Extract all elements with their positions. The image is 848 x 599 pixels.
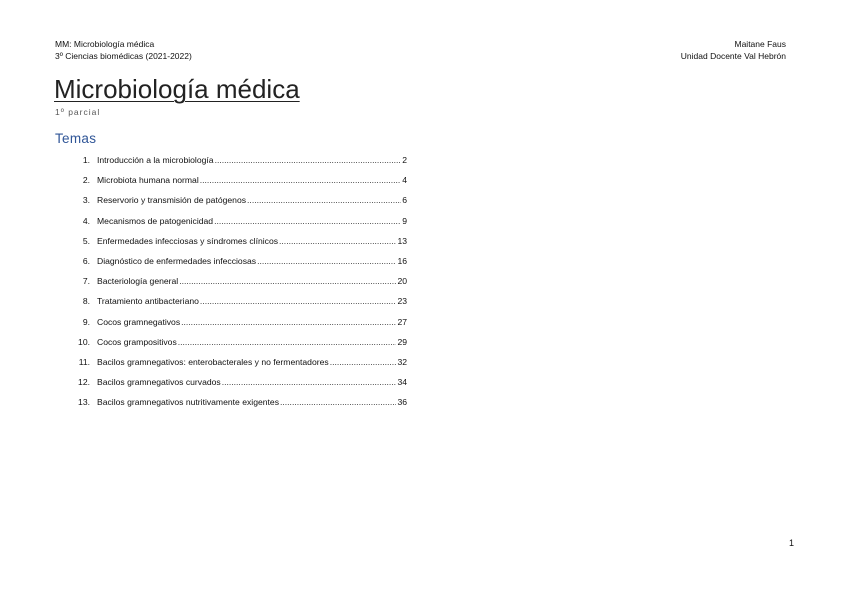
toc-page: 16 xyxy=(397,255,407,266)
toc-number: 6. xyxy=(82,255,90,266)
table-of-contents xyxy=(70,155,407,417)
toc-leader xyxy=(200,296,397,306)
toc-entry[interactable] xyxy=(70,276,407,296)
toc-leader xyxy=(330,357,397,367)
toc-leader xyxy=(280,397,396,407)
toc-entry[interactable] xyxy=(70,337,407,357)
toc-label: Reservorio y transmisión de patógenos xyxy=(97,195,247,206)
header-left xyxy=(55,38,192,62)
toc-label: Bacilos gramnegativos nutritivamente exigentes xyxy=(97,397,279,408)
document-title: Microbiología médica xyxy=(54,74,300,104)
toc-leader xyxy=(247,195,401,205)
toc-label: Tratamiento antibacteriano xyxy=(97,296,199,307)
toc-page: 9 xyxy=(402,215,407,226)
header-right xyxy=(681,38,786,62)
toc-label: Microbiota humana normal xyxy=(97,175,199,186)
toc-label: Bacteriología general xyxy=(97,276,179,287)
toc-leader xyxy=(215,155,402,165)
toc-entry[interactable] xyxy=(70,175,407,195)
toc-entry[interactable] xyxy=(70,397,407,417)
toc-leader xyxy=(257,256,396,266)
section-heading: Temas xyxy=(55,131,97,146)
toc-entry[interactable] xyxy=(70,256,407,276)
toc-page: 29 xyxy=(397,336,407,347)
toc-page: 2 xyxy=(402,155,407,165)
toc-page: 13 xyxy=(397,235,407,246)
toc-number: 3. xyxy=(82,195,90,206)
toc-label: Diagnóstico de enfermedades infecciosas xyxy=(97,255,257,266)
toc-page: 20 xyxy=(397,276,407,287)
toc-label: Mecanismos de patogenicidad xyxy=(97,215,214,226)
page-number: 1 xyxy=(788,538,794,548)
toc-leader xyxy=(279,236,396,246)
header-author: Maitane Faus xyxy=(734,39,786,49)
toc-label: Bacilos gramnegativos curvados xyxy=(97,377,221,388)
toc-entry[interactable] xyxy=(70,155,407,175)
toc-label: Introducción a la microbiología xyxy=(97,155,214,165)
toc-label: Cocos grampositivos xyxy=(97,336,177,347)
toc-leader xyxy=(222,377,397,387)
toc-page: 32 xyxy=(397,356,407,367)
toc-number: 13. xyxy=(78,397,90,408)
header-unit: Unidad Docente Val Hebrón xyxy=(680,51,786,61)
toc-entry[interactable] xyxy=(70,357,407,377)
toc-number: 4. xyxy=(82,215,90,226)
toc-leader xyxy=(181,317,396,327)
document-subtitle: 1º parcial xyxy=(55,107,101,117)
toc-number: 8. xyxy=(82,296,90,307)
toc-number: 11. xyxy=(78,356,90,367)
header-year: 3º Ciencias biomédicas (2021-2022) xyxy=(55,51,192,61)
toc-label: Bacilos gramnegativos: enterobacterales y no fermentadores xyxy=(97,356,329,367)
toc-page: 36 xyxy=(397,397,407,408)
toc-leader xyxy=(200,175,401,185)
toc-entry[interactable] xyxy=(70,216,407,236)
toc-page: 23 xyxy=(397,296,407,307)
toc-number: 7. xyxy=(82,276,90,287)
toc-number: 5. xyxy=(82,235,90,246)
header-course: MM: Microbiología médica xyxy=(55,39,155,49)
toc-entry[interactable] xyxy=(70,317,407,337)
toc-label: Cocos gramnegativos xyxy=(97,316,181,327)
toc-label: Enfermedades infecciosas y síndromes clínicos xyxy=(97,235,279,246)
toc-number: 2. xyxy=(82,175,90,186)
toc-page: 6 xyxy=(402,195,407,206)
toc-entry[interactable] xyxy=(70,377,407,397)
toc-leader xyxy=(178,337,397,347)
toc-number: 10. xyxy=(78,336,90,347)
toc-leader xyxy=(214,216,401,226)
toc-page: 27 xyxy=(397,316,407,327)
toc-number: 9. xyxy=(82,316,90,327)
toc-page: 34 xyxy=(397,377,407,388)
toc-page: 4 xyxy=(402,175,407,186)
toc-leader xyxy=(179,276,396,286)
toc-number: 12. xyxy=(78,377,90,388)
toc-number: 1. xyxy=(82,155,90,165)
toc-entry[interactable] xyxy=(70,195,407,215)
toc-entry[interactable] xyxy=(70,236,407,256)
toc-entry[interactable] xyxy=(70,296,407,316)
